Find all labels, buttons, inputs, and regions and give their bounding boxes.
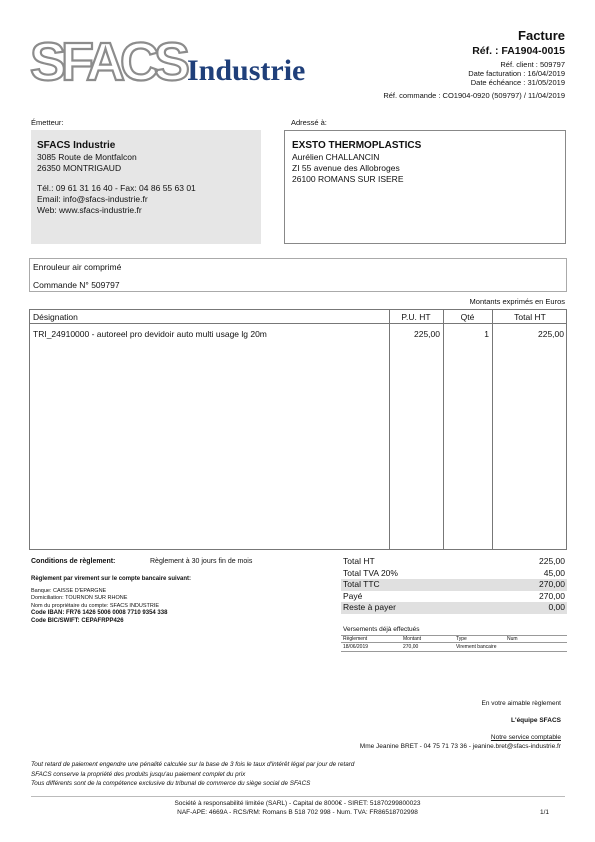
- company-logo: [30, 32, 320, 87]
- mention-line3: Tous différents sont de la compétence exclusive du tribunal de commerce du siège social de SFACS: [31, 780, 311, 787]
- signature-team: L'équipe SFACS: [511, 717, 561, 724]
- payments-header-montant: Montant: [403, 636, 422, 642]
- mention-line1: Tout retard de paiement engendre une pénalité calculée sur la base de 3 fois le taux d'intérêt légal par jour de retard: [31, 761, 355, 768]
- invoice-title: Facture: [518, 28, 565, 43]
- payments-header-type: Type: [456, 636, 467, 642]
- payments-header-num: Num: [507, 636, 518, 642]
- bank-iban: Code IBAN: FR76 1426 5006 0008 7710 9354 338: [31, 610, 168, 617]
- currency-note: Montants exprimés en Euros: [469, 297, 565, 306]
- date-facturation: Date facturation : 16/04/2019: [468, 69, 565, 79]
- bank-bic: Code BIC/SWIFT: CEPAFRPP426: [31, 617, 124, 624]
- footer-line2: NAF-APE: 4669A - RCS/RM: Romans B 518 702 998 - Num. TVA: FR86518702998: [177, 809, 418, 816]
- header-qte: Qté: [460, 312, 475, 322]
- conditions-label: Conditions de règlement:: [31, 558, 116, 565]
- logo-word: Industrie: [187, 54, 306, 87]
- emetteur-line2: 26350 MONTRIGAUD: [37, 163, 122, 173]
- virement-title: Règlement par virement sur le compte bancaire suivant:: [31, 576, 192, 582]
- items-table: [29, 309, 567, 550]
- client-ref: Réf. client : 509797: [500, 60, 565, 69]
- payments-title: Versements déjà effectués: [343, 626, 420, 633]
- footer-line1: Société à responsabilité limitée (SARL) - Capital de 8000€ - SIRET: 51870299800023: [174, 800, 421, 807]
- emetteur-email: Email: info@sfacs-industrie.fr: [37, 194, 148, 204]
- mention-line2: SFACS conserve la propriété des produits jusqu'au paiement complet du prix: [31, 770, 246, 778]
- destinataire-contact: Aurélien CHALLANCIN: [292, 152, 380, 162]
- emetteur-box: [31, 130, 261, 244]
- row-total: 225,00: [538, 329, 564, 339]
- date-echeance: Date échéance : 31/05/2019: [470, 78, 565, 88]
- row-pu: 225,00: [414, 329, 440, 339]
- signature-service: Notre service comptable: [490, 734, 561, 741]
- bank-name: Banque: CAISSE D'EPARGNE: [31, 588, 107, 594]
- logo-mark: SFACS: [30, 32, 186, 87]
- total-ht-row: Total HT 225,00: [343, 556, 565, 566]
- emetteur-phone: Tél.: 09 61 31 16 40 - Fax: 04 86 55 63 01: [37, 183, 196, 193]
- emetteur-name: SFACS Industrie: [37, 140, 116, 151]
- invoice-ref: Réf. : FA1904-0015: [472, 45, 565, 57]
- conditions-value: Règlement à 30 jours fin de mois: [150, 558, 253, 565]
- remaining-row: Reste à payer 0,00: [343, 602, 565, 612]
- destinataire-line1: ZI 55 avenue des Allobroges: [292, 163, 400, 173]
- object-line1: Enrouleur air comprimé: [33, 262, 122, 272]
- signature-line1: En votre aimable règlement: [481, 700, 561, 707]
- total-tva-row: Total TVA 20% 45,00: [343, 567, 565, 578]
- emetteur-line1: 3085 Route de Montfalcon: [37, 152, 137, 162]
- header-pu: P.U. HT: [401, 312, 431, 322]
- payment-date: 18/06/2019: [343, 644, 369, 650]
- destinataire-line2: 26100 ROMANS SUR ISERE: [292, 174, 404, 184]
- destinataire-name: EXSTO THERMOPLASTICS: [292, 140, 422, 151]
- bank-owner: Nom du propriétaire du compte: SFACS INDUSTRIE: [31, 602, 160, 609]
- destinataire-label: Adressé à:: [291, 118, 327, 127]
- paid-row: Payé 270,00: [343, 590, 565, 601]
- invoice-header: [383, 28, 565, 100]
- footer-divider: [31, 796, 565, 797]
- payment-amount: 270,00: [403, 644, 419, 650]
- bank-details: [31, 588, 167, 625]
- header-total: Total HT: [514, 312, 546, 322]
- payment-type: Virement bancaire: [456, 644, 497, 650]
- row-designation: TRI_24910000 - autoreel pro devidoir auto multi usage lg 20m: [33, 329, 267, 339]
- total-ttc-row: Total TTC 270,00: [343, 579, 565, 589]
- header-designation: Désignation: [33, 312, 78, 322]
- object-line2: Commande N° 509797: [33, 280, 120, 290]
- signature-contact: Mme Jeanine BRET - 04 75 71 73 36 - jeanine.bret@sfacs-industrie.fr: [359, 743, 561, 750]
- row-qte: 1: [484, 329, 489, 339]
- totals-block: [341, 556, 567, 616]
- emetteur-label: Émetteur:: [31, 118, 64, 127]
- legal-mentions: [31, 760, 354, 789]
- destinataire-box: [284, 130, 566, 244]
- invoice-object-box: [29, 258, 567, 292]
- order-ref: Réf. commande : CO1904-0920 (509797) / 11/04/2019: [383, 90, 565, 100]
- payments-header-reglement: Règlement: [343, 636, 368, 642]
- emetteur-web: Web: www.sfacs-industrie.fr: [37, 205, 142, 215]
- payments-table: [341, 635, 567, 652]
- bank-domiciliation: Domiciliation: TOURNON SUR RHONE: [31, 595, 128, 602]
- page-number: 1/1: [539, 809, 549, 816]
